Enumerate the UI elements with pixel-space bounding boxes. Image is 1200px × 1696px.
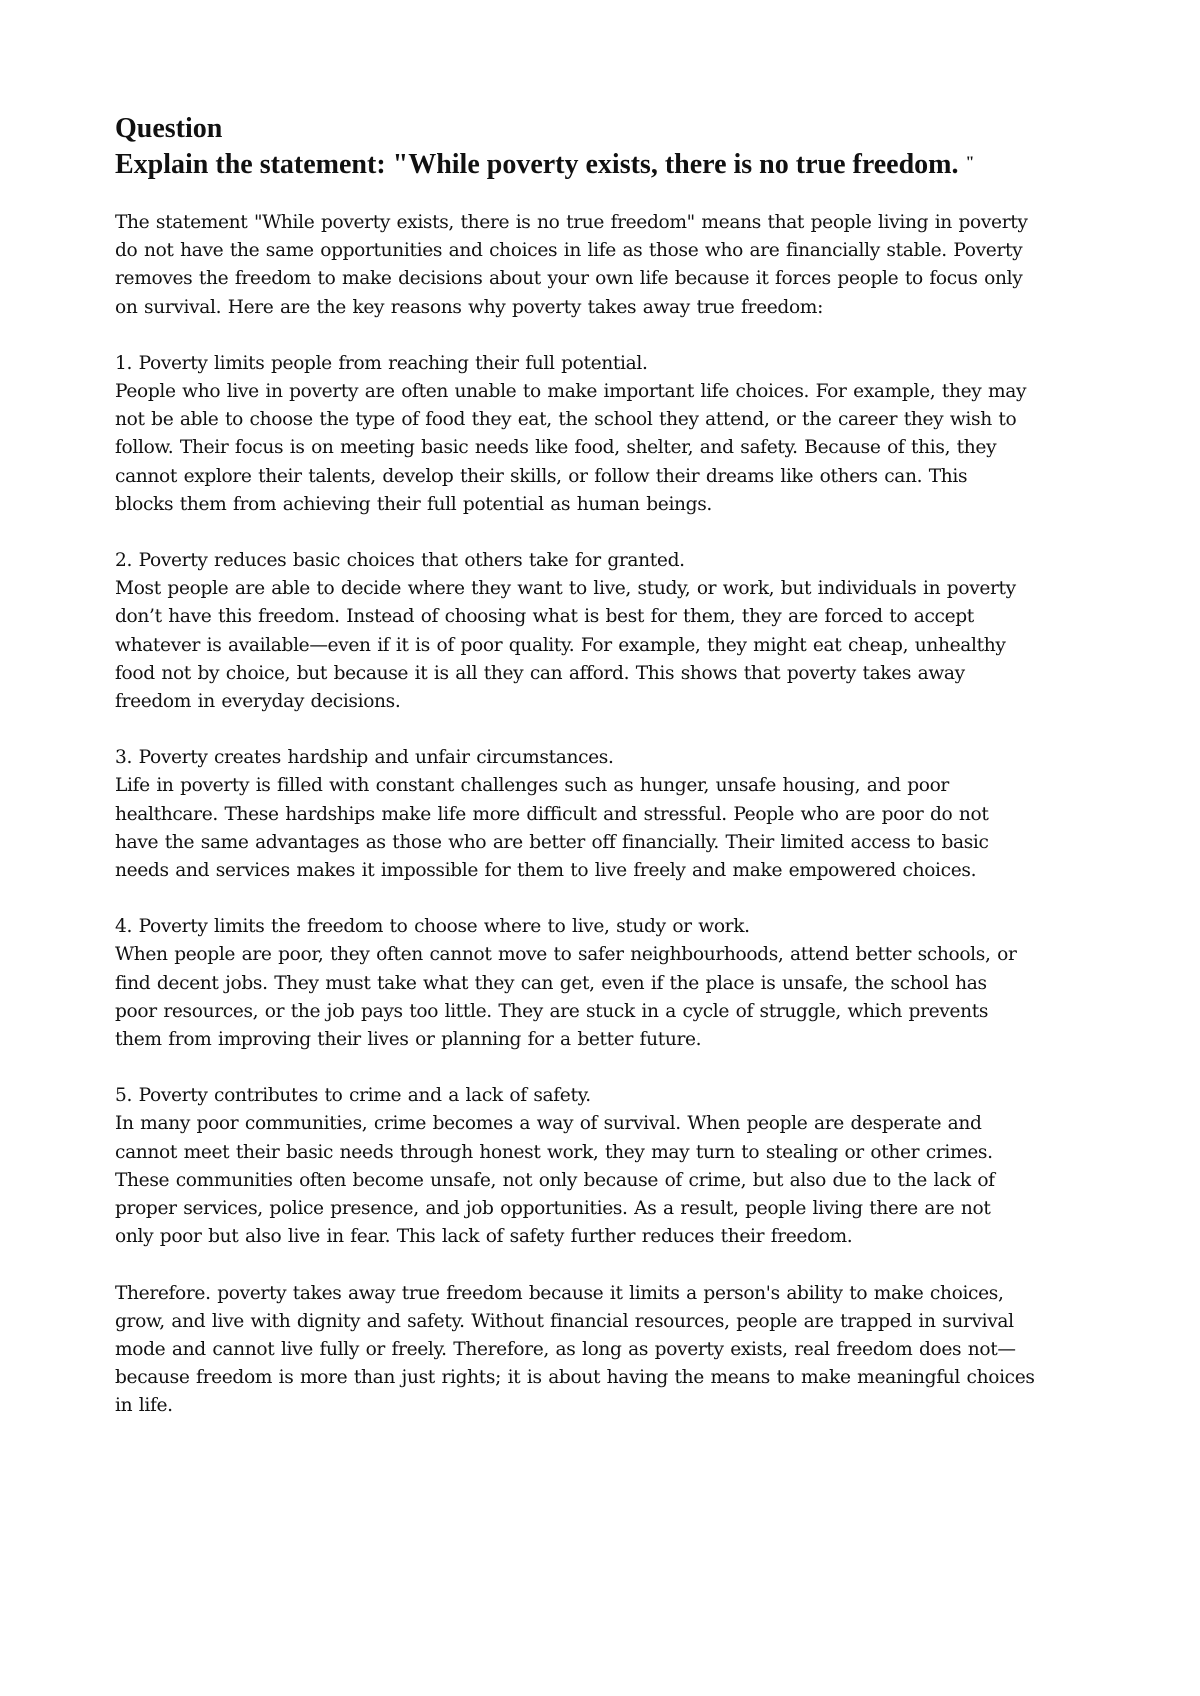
reason-line: freedom in everyday decisions. <box>115 691 401 713</box>
conclusion-line: grow, and live with dignity and safety. Without financial resources, people are trapped in survival <box>115 1310 1014 1332</box>
reason-line: In many poor communities, crime becomes a way of survival. When people are desperate and <box>115 1113 982 1135</box>
conclusion-line: in life. <box>115 1395 173 1417</box>
reason-line: healthcare. These hardships make life more difficult and stressful. People who are poor do not <box>115 803 989 825</box>
reason-title: 3. Poverty creates hardship and unfair circumstances. <box>115 747 614 769</box>
reason-title: 2. Poverty reduces basic choices that others take for granted. <box>115 550 685 572</box>
reason-section-4 <box>115 913 1095 1054</box>
intro-line: removes the freedom to make decisions about your own life because it forces people to focus only <box>115 268 1023 290</box>
conclusion-paragraph <box>115 1280 1095 1421</box>
intro-paragraph <box>115 209 1095 322</box>
document-page <box>115 112 1095 1421</box>
reason-line: find decent jobs. They must take what they can get, even if the place is unsafe, the school has <box>115 972 987 994</box>
conclusion-line: Therefore. poverty takes away true freedom because it limits a person's ability to make choices, <box>115 1282 1004 1304</box>
reason-line: don’t have this freedom. Instead of choosing what is best for them, they are forced to accept <box>115 606 974 628</box>
reason-line: poor resources, or the job pays too little. They are stuck in a cycle of struggle, which prevents <box>115 1000 989 1022</box>
question-heading <box>115 112 1095 182</box>
reason-line: follow. Their focus is on meeting basic needs like food, shelter, and safety. Because of this, they <box>115 437 997 459</box>
reason-section-1 <box>115 350 1095 519</box>
reason-title: 5. Poverty contributes to crime and a lack of safety. <box>115 1085 591 1107</box>
reason-line: blocks them from achieving their full potential as human beings. <box>115 493 712 515</box>
reason-title: 4. Poverty limits the freedom to choose where to live, study or work. <box>115 916 750 938</box>
reason-line: These communities often become unsafe, not only because of crime, but also due to the lack of <box>115 1169 995 1191</box>
question-prompt-text: Explain the statement: "While poverty exists, there is no true freedom. <box>115 149 966 180</box>
reason-line: them from improving their lives or planning for a better future. <box>115 1029 702 1051</box>
reason-line: not be able to choose the type of food they eat, the school they attend, or the career they wish to <box>115 409 1017 431</box>
reason-line: People who live in poverty are often unable to make important life choices. For example, they may <box>115 381 1027 403</box>
reason-line: only poor but also live in fear. This lack of safety further reduces their freedom. <box>115 1226 853 1248</box>
reason-line: food not by choice, but because it is all they can afford. This shows that poverty takes away <box>115 662 965 684</box>
reason-line: needs and services makes it impossible for them to live freely and make empowered choices. <box>115 860 977 882</box>
question-prompt-closing-quote: " <box>965 154 975 171</box>
reason-line: When people are poor, they often cannot move to safer neighbourhoods, attend better schools, or <box>115 944 1017 966</box>
reason-title: 1. Poverty limits people from reaching their full potential. <box>115 352 648 374</box>
reason-line: Life in poverty is filled with constant challenges such as hunger, unsafe housing, and poor <box>115 775 949 797</box>
conclusion-line: because freedom is more than just rights; it is about having the means to make meaningful choices <box>115 1367 1035 1389</box>
intro-line: do not have the same opportunities and choices in life as those who are financially stable. Poverty <box>115 240 1023 262</box>
reason-section-3 <box>115 744 1095 885</box>
intro-line: The statement "While poverty exists, there is no true freedom" means that people living in poverty <box>115 212 1028 233</box>
question-prompt <box>115 146 1095 182</box>
reason-line: cannot meet their basic needs through honest work, they may turn to stealing or other crimes. <box>115 1141 993 1163</box>
reason-line: have the same advantages as those who are better off financially. Their limited access to basic <box>115 831 989 853</box>
reason-line: Most people are able to decide where they want to live, study, or work, but individuals in poverty <box>115 578 1016 600</box>
reason-section-2 <box>115 547 1095 716</box>
intro-line: on survival. Here are the key reasons why poverty takes away true freedom: <box>115 296 823 318</box>
reason-section-5 <box>115 1082 1095 1251</box>
question-label: Question <box>115 113 223 144</box>
reason-line: whatever is available—even if it is of poor quality. For example, they might eat cheap, unhealthy <box>115 634 1006 656</box>
reason-line: cannot explore their talents, develop their skills, or follow their dreams like others can. This <box>115 465 968 487</box>
conclusion-line: mode and cannot live fully or freely. Therefore, as long as poverty exists, real freedom does not— <box>115 1338 1016 1360</box>
reason-line: proper services, police presence, and job opportunities. As a result, people living there are not <box>115 1198 991 1220</box>
